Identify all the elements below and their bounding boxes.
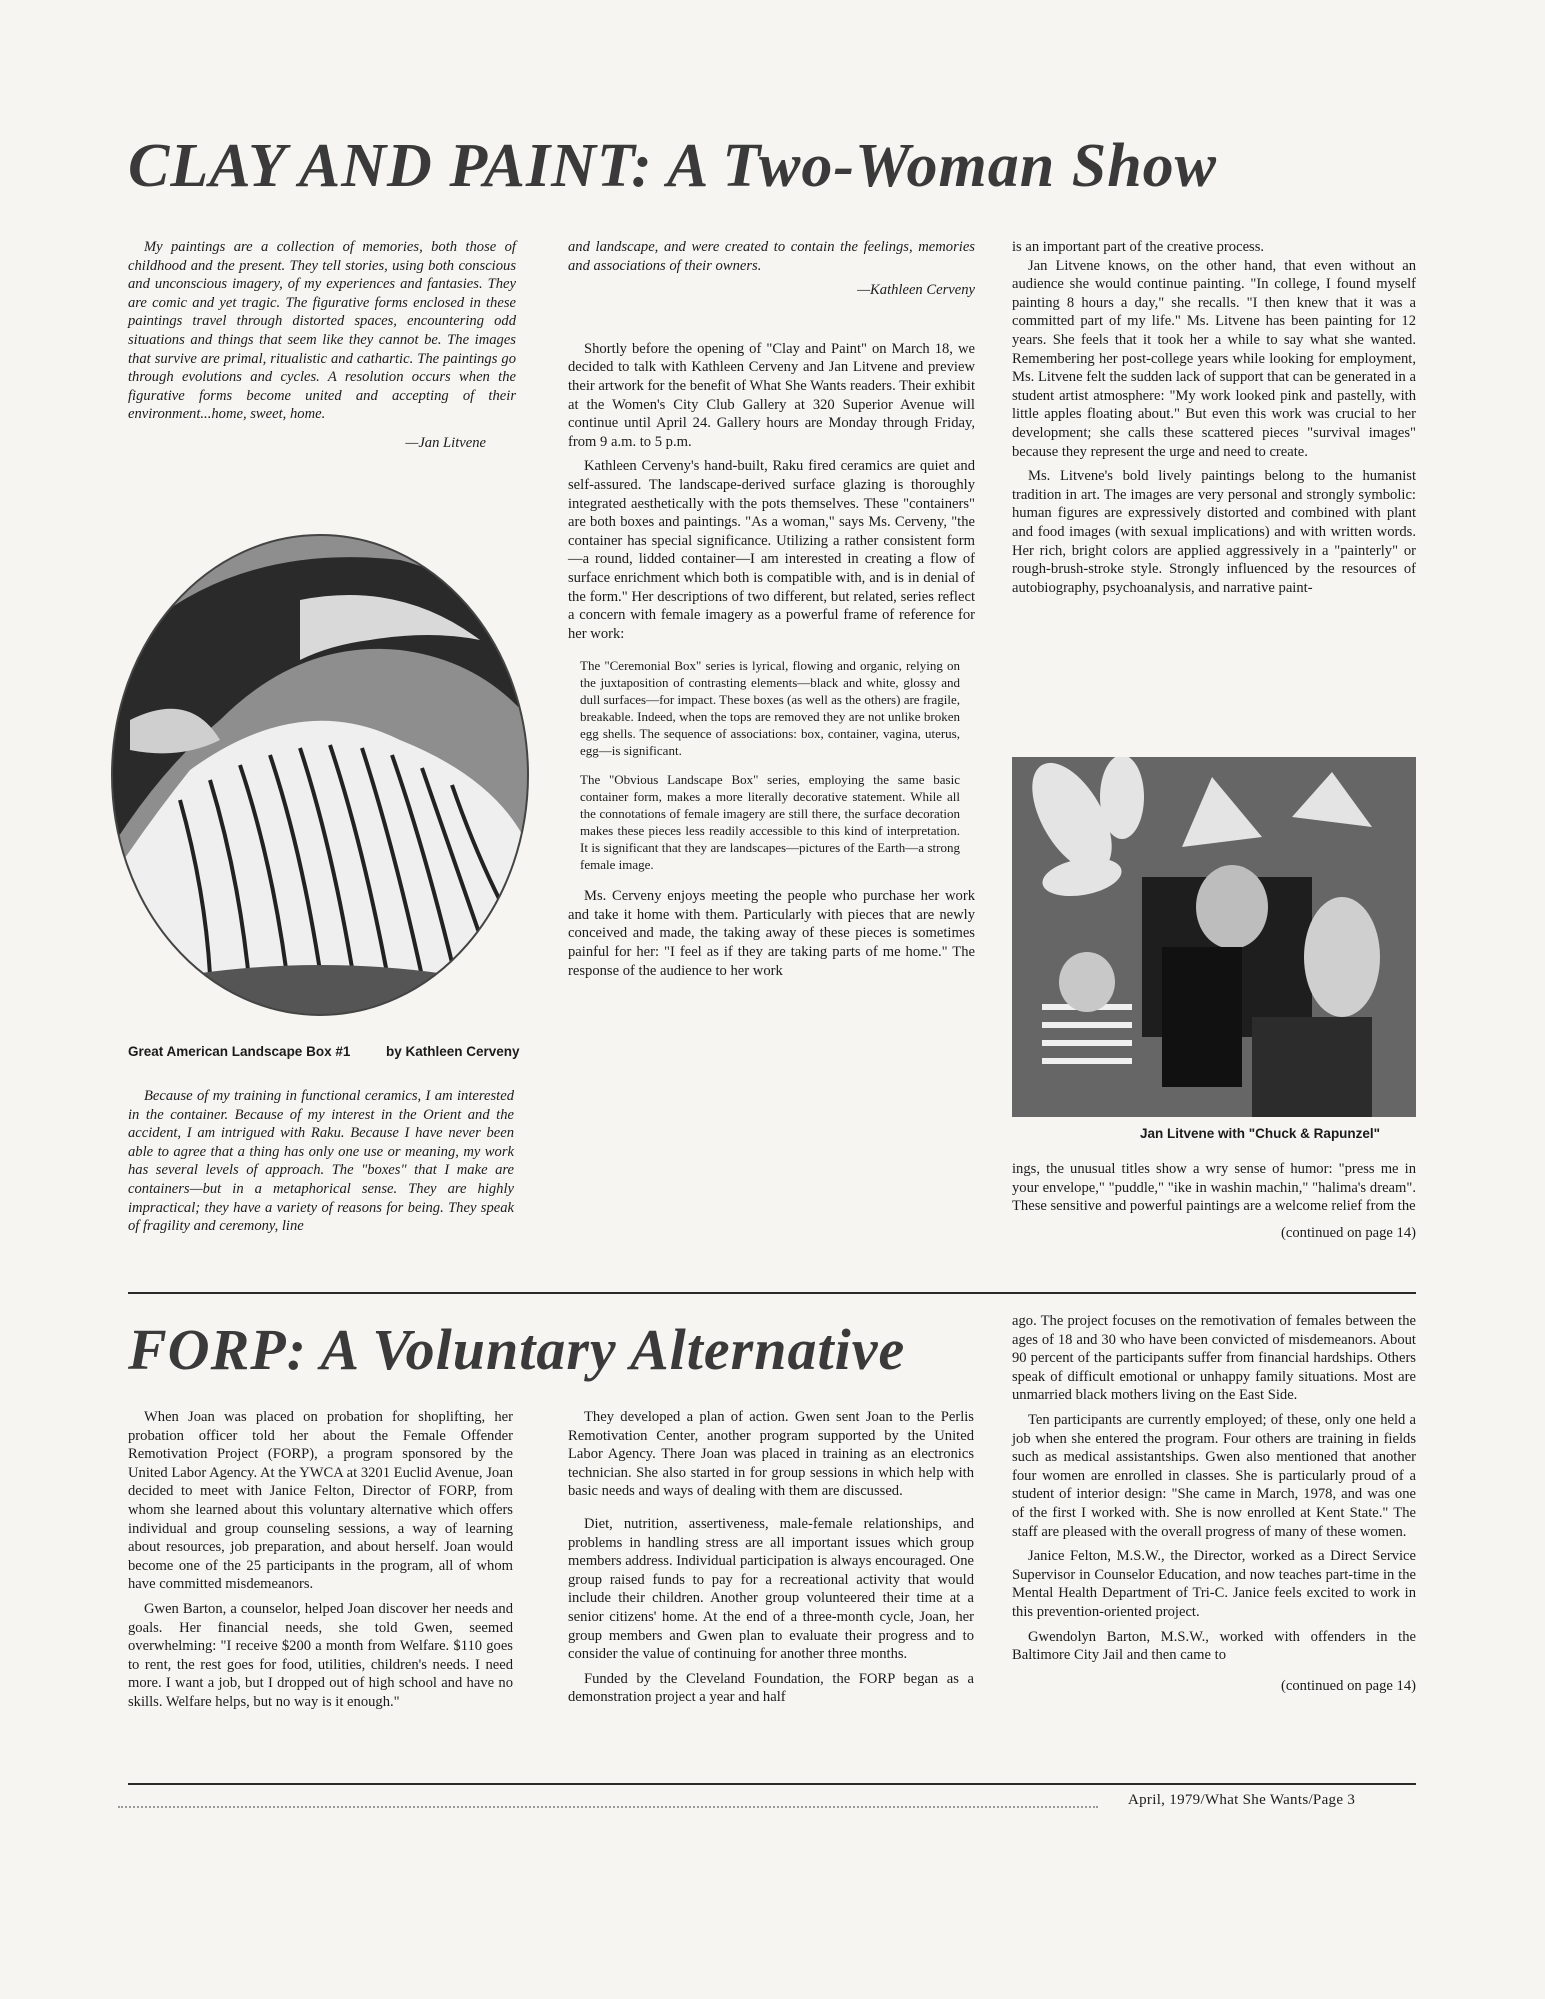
article1-paragraph: is an important part of the creative process. [1012,239,1265,255]
cerveny-statement [128,1087,514,1242]
article2-paragraph: Funded by the Cleveland Foundation, the FORP began as a demonstration project a year and half [568,1670,974,1706]
footer-divider [128,1783,1416,1785]
article1-paragraph: Ms. Cerveny enjoys meeting the people who purchase her work and take it home with them. Particularly with pieces that are newly conceived and made, the taking away of these pieces is sometimes painful for her: "I feel as if they are taking parts of me home." The response of the audience to her work [568,888,975,979]
litvene-painting-photo [1012,757,1416,1117]
continued-notice: (continued on page 14) [1281,1224,1416,1241]
page-footer: April, 1979/What She Wants/Page 3 [1128,1792,1356,1808]
article2-paragraph: Gwendolyn Barton, M.S.W., worked with offenders in the Baltimore City Jail and then came to [1012,1628,1416,1664]
ceramic-box-image [100,520,540,1025]
article1-right-column-top [1012,238,1416,603]
litvene-statement [128,238,516,453]
cerveny-quote: Because of my training in functional ceramics, I am interested in the container. Because of my interest in the Orient and the accident, I am intrigued with Raku. Because I have never been able to agree that a thing has only one use or meaning, my work has several levels of approach. The "boxes" that I make are containers—but in a metaphorical sense. They are highly impractical; they have a variety of reasons for being. They speak of fragility and ceremony, line [128,1088,514,1235]
article1-middle-column [568,238,975,986]
series-description-box [580,657,960,873]
article2-column-3 [1012,1312,1416,1695]
litvene-signature: —Jan Litvene [405,434,486,451]
footer-dotted-line [118,1806,1098,1808]
article2-paragraph: Janice Felton, M.S.W., the Director, worked as a Direct Service Supervisor in Counselor Education, and now teaches part-time in the Mental Health Department of Tri-C. Janice feels excited to work in this prevention-oriented project. [1012,1548,1416,1620]
article2-paragraph: When Joan was placed on probation for shoplifting, her probation officer told her about the Female Offender Remotivation Project (FORP), a program sponsored by the United Labor Agency. At the YWCA at 3201 Euclid Avenue, Joan decided to meet with Janice Felton, Director of FORP, from whom she learned about this voluntary alternative which offers individual and group counseling sessions, a way of learning about resources, job preparation, and about herself. Joan would become one of the 25 participants in the program, all of whom have committed misdemeanors. [128,1409,513,1593]
article1-headline: CLAY AND PAINT: A Two-Woman Show [128,132,1218,200]
article2-paragraph: Diet, nutrition, assertiveness, male-female relationships, and problems in handling stress are all important issues which group members address. Individual participation is always encouraged. One group raised funds to pay for a recreational activity that would include their children. Another group volunteered their time at a senior citizens' home. At the end of a three-month cycle, Joan, her group members and Gwen plan to evaluate their progress and to consider the value of continuing for another three months. [568,1515,974,1663]
litvene-quote: My paintings are a collection of memories, both those of childhood and the present. They tell stories, using both conscious and unconscious imagery, of my experiences and fantasies. They are comic and yet tragic. The figurative forms enclosed in these paintings travel through distorted spaces, encountering odd situations and things that seem like they cannot be. The images that survive are primal, ritualistic and cathartic. The paintings go through evolutions and cycles. A resolution occurs when the figurative forms become united and accepting of their environment...home, sweet, home. [128,239,516,423]
article1-paragraph: Jan Litvene knows, on the other hand, that even without an audience she would continue painting. "In college, I found myself painting 8 hours a day," she recalls. "I then knew that it was a committed part of my life." Ms. Litvene has been painting for 12 years. She feels that it took her a while to say what she wanted. Remembering her post-college years while looking for employment, Ms. Litvene felt the sudden lack of support that can be generated in a student artist atmosphere: "My work looked pink and pastelly, with little apples floating about." But even this work was crucial to her development; she calls these scattered pieces "survival images" because they represent the urge and need to create. [1012,257,1416,460]
section-divider [128,1292,1416,1294]
cerveny-quote-continued: and landscape, and were created to contain the feelings, memories and associations of their owners. [568,239,975,274]
continued-notice: (continued on page 14) [1281,1677,1416,1694]
article1-right-column-bottom [1012,1160,1416,1242]
article1-paragraph: Kathleen Cerveny's hand-built, Raku fired ceramics are quiet and self-assured. The landscape-derived surface glazing is thoroughly integrated aesthetically with the pots themselves. These "containers" are both boxes and paintings. "As a woman," says Ms. Cerveny, "the container has special significance. Utilizing a rather consistent form—a round, lidded container—I am interested in creating a flow of surface enrichment which both is compatible with, and is in denial of the form." Her descriptions of two different, but related, series reflect a concern with female imagery as a powerful frame of reference for her work: [568,458,975,642]
image-caption-artist: by Kathleen Cerveny [386,1044,520,1059]
article2-column-1 [128,1408,513,1718]
image-caption-title: Great American Landscape Box #1 [128,1044,351,1059]
article1-paragraph: Shortly before the opening of "Clay and Paint" on March 18, we decided to talk with Kathleen Cerveny and Jan Litvene and preview their artwork for the benefit of What She Wants readers. Their exhibit at the Women's City Club Gallery at 320 Superior Avenue will continue until April 24. Gallery hours are Monday through Friday, from 9 a.m. to 5 p.m. [568,340,975,450]
article1-paragraph: Ms. Litvene's bold lively paintings belong to the humanist tradition in art. The images are very personal and strongly symbolic: human figures are expressively distorted and combined with plant and food images (with sexual implications) and with written words. Her rich, bright colors are applied aggressively in a "painterly" or rough-brush-stroke style. Strongly influenced by the resources of autobiography, psychoanalysis, and narrative paint- [1012,468,1416,596]
ceremonial-box-description: The "Ceremonial Box" series is lyrical, flowing and organic, relying on the juxtaposition of contrasting elements—black and white, glossy and dull surfaces—for impact. These boxes (as well as the others) are fragile, breakable. Indeed, when the tops are removed they are not unlike broken egg shells. The sequence of associations: box, container, vagina, uterus, egg—is significant. [580,658,960,759]
landscape-box-description: The "Obvious Landscape Box" series, employing the same basic container form, makes a more literally decorative statement. While all the connotations of female imagery are still there, the surface decoration makes these pieces less readily accessible to this kind of interpretation. It is significant that they are landscapes—pictures of the Earth—a strong female image. [580,772,960,873]
article2-paragraph: Ten participants are currently employed; of these, only one held a job when she entered the program. Four others are training in fields such as medical assistantships. Gwen also mentioned that another four women are enrolled in classes. She is particularly proud of a student of interior design: "She came in March, 1978, and was one of the first I worked with. She is now enrolled at Kent State." The staff are pleased with the overall progress of many of these women. [1012,1411,1416,1540]
article2-paragraph: They developed a plan of action. Gwen sent Joan to the Perlis Remotivation Center, another program supported by the United Labor Agency. There Joan was placed in training as an electronics technician. She also started in for group sessions in which help with basic needs and ways of dealing with them are discussed. [568,1409,974,1500]
article2-column-2 [568,1408,974,1713]
article2-paragraph: Gwen Barton, a counselor, helped Joan discover her needs and goals. Her financial needs, she told Gwen, seemed overwhelming: "I receive $200 a month from Welfare. $110 goes to rent, the rest goes for food, utilities, children's needs. I need more. I want a job, but I dropped out of high school and have no skills. Welfare helps, but no way is it enough." [128,1600,513,1710]
photo-caption: Jan Litvene with "Chuck & Rapunzel" [1140,1126,1381,1141]
article1-paragraph: ings, the unusual titles show a wry sense of humor: "press me in your envelope," "puddle," "ike in washin machin," "halima's dream". These sensitive and powerful paintings are a welcome relief from the [1012,1161,1416,1215]
cerveny-signature: —Kathleen Cerveny [857,282,975,299]
article2-headline: FORP: A Voluntary Alternative [128,1317,906,1382]
article2-paragraph: ago. The project focuses on the remotivation of females between the ages of 18 and 30 who have been convicted of misdemeanors. About 90 percent of the participants suffer from financial hardships. Others speak of difficult emotional or unhappy family situations. Most are unmarried black mothers living on the East Side. [1012,1313,1416,1404]
